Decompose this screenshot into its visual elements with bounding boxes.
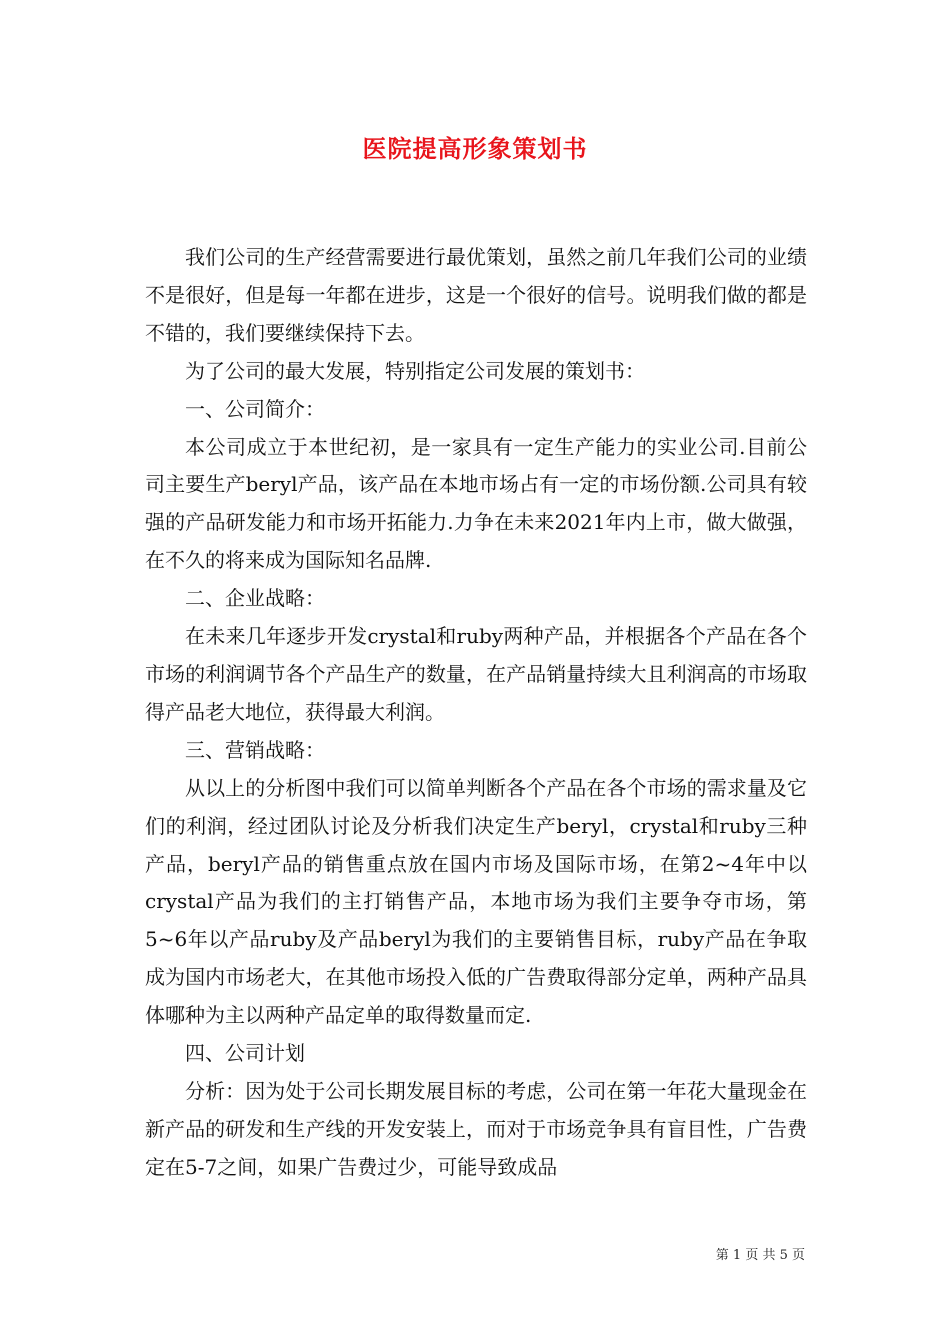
page-number: 第 1 页 共 5 页: [715, 1248, 805, 1263]
section-heading-corporate-strategy: 二、企业战略：: [185, 586, 325, 611]
document-title: 医院提高形象策划书: [362, 134, 588, 163]
section-heading-company-profile: 一、公司简介：: [185, 396, 325, 421]
paragraph-company-profile: 本公司成立于本世纪初，是一家具有一定生产能力的实业公司.目前公司主要生产beryl产品，该产品在本地市场占有一定的市场份额.公司具有较强的产品研发能力和市场开拓能力.力争在未来2021年内上市，做大做强，在不久的将来成为国际知名品牌.: [145, 434, 807, 573]
paragraph-intro: 我们公司的生产经营需要进行最优策划，虽然之前几年我们公司的业绩不是很好，但是每一年都在进步，这是一个很好的信号。说明我们做的都是不错的，我们要继续保持下去。: [145, 245, 807, 345]
paragraph-corporate-strategy: 在未来几年逐步开发crystal和ruby两种产品，并根据各个产品在各个市场的利润调节各个产品生产的数量，在产品销量持续大且利润高的市场取得产品老大地位，获得最大利润。: [145, 624, 807, 724]
section-heading-marketing-strategy: 三、营销战略：: [185, 737, 325, 762]
section-heading-company-plan: 四、公司计划: [185, 1041, 305, 1066]
document-body: [145, 239, 807, 1187]
paragraph-marketing-strategy: 从以上的分析图中我们可以简单判断各个产品在各个市场的需求量及它们的利润，经过团队讨论及分析我们决定生产beryl，crystal和ruby三种产品，beryl产品的销售重点放在国内市场及国际市场，在第2~4年中以crystal产品为我们的主打销售产品，本地市场为我们主要争夺市场，第5~6年以产品ruby及产品beryl为我们的主要销售目标，ruby产品在争取成为国内市场老大，在其他市场投入低的广告费取得部分定单，两种产品具体哪种为主以两种产品定单的取得数量而定.: [145, 775, 807, 1028]
paragraph-purpose: 为了公司的最大发展，特别指定公司发展的策划书：: [185, 358, 645, 383]
paragraph-analysis: 分析：因为处于公司长期发展目标的考虑，公司在第一年花大量现金在新产品的研发和生产线的开发安装上，而对于市场竞争具有盲目性，广告费定在5-7之间，如果广告费过少，可能导致成品: [145, 1078, 807, 1179]
